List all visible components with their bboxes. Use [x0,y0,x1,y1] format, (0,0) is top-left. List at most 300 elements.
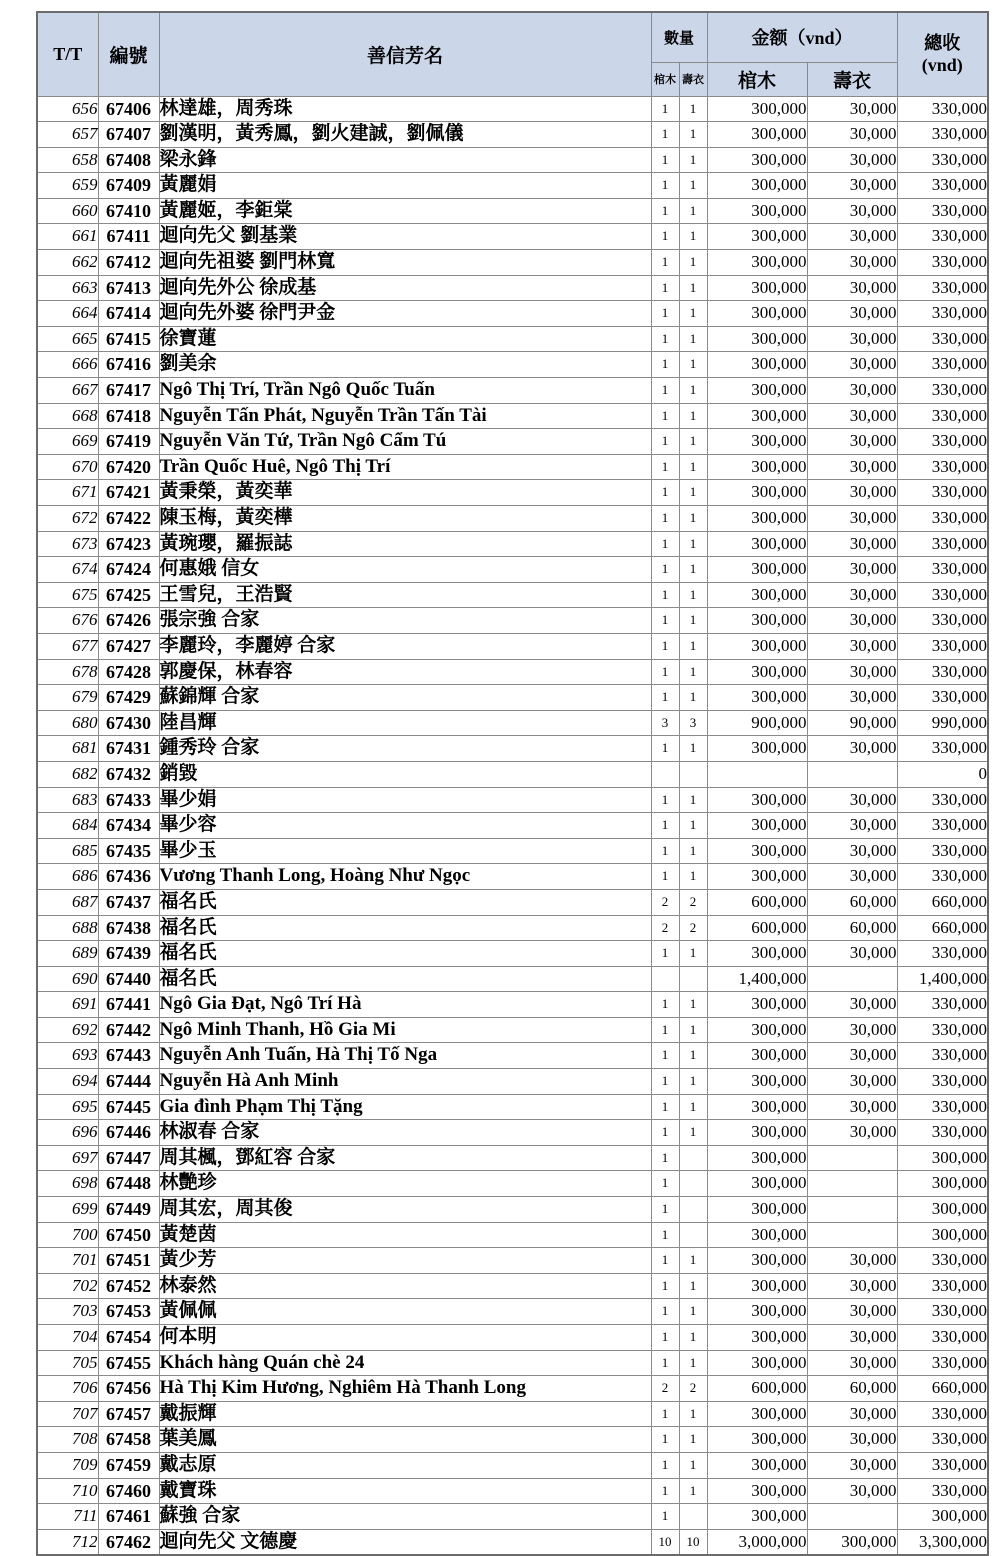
qty-shroud-cell: 1 [679,352,707,378]
amount-shroud-cell: 30,000 [807,1043,897,1069]
donor-name-cell: 福名氏 [159,915,651,941]
record-id-cell: 67425 [98,582,159,608]
amount-shroud-cell: 30,000 [807,1478,897,1504]
amount-coffin-cell: 300,000 [707,1248,807,1274]
table-row [37,1504,988,1530]
header-amount-vnd: 金额（vnd） [707,12,897,62]
amount-coffin-cell: 300,000 [707,736,807,762]
total-received-cell: 330,000 [897,941,988,967]
qty-coffin-cell: 1 [651,301,679,327]
qty-coffin-cell: 1 [651,454,679,480]
donor-name-cell: 銷毀 [159,761,651,787]
table-header [37,12,988,96]
table-row [37,1145,988,1171]
amount-shroud-cell [807,1171,897,1197]
table-row [37,1171,988,1197]
header-record-id: 編號 [98,12,159,96]
amount-coffin-cell: 300,000 [707,1043,807,1069]
table-row [37,557,988,583]
qty-coffin-cell: 1 [651,633,679,659]
record-id-cell: 67407 [98,122,159,148]
qty-shroud-cell: 1 [679,1427,707,1453]
amount-coffin-cell: 1,400,000 [707,966,807,992]
serial-number-cell: 683 [37,787,98,813]
table-row [37,352,988,378]
amount-shroud-cell: 30,000 [807,1273,897,1299]
total-received-cell: 330,000 [897,1427,988,1453]
donor-name-cell: 林艷珍 [159,1171,651,1197]
qty-shroud-cell: 1 [679,429,707,455]
qty-coffin-cell: 1 [651,326,679,352]
total-received-cell: 330,000 [897,506,988,532]
qty-shroud-cell: 1 [679,1017,707,1043]
record-id-cell: 67413 [98,275,159,301]
amount-coffin-cell: 300,000 [707,1171,807,1197]
total-received-cell: 330,000 [897,173,988,199]
serial-number-cell: 672 [37,506,98,532]
record-id-cell: 67419 [98,429,159,455]
total-received-cell: 990,000 [897,710,988,736]
qty-shroud-cell [679,1222,707,1248]
record-id-cell: 67406 [98,96,159,122]
record-id-cell: 67431 [98,736,159,762]
total-received-cell: 330,000 [897,864,988,890]
qty-shroud-cell: 1 [679,224,707,250]
donor-name-cell: Ngô Thị Trí, Trần Ngô Quốc Tuấn [159,378,651,404]
total-received-cell: 330,000 [897,787,988,813]
amount-coffin-cell: 300,000 [707,1017,807,1043]
qty-coffin-cell: 1 [651,1120,679,1146]
donor-name-cell: Khách hàng Quán chè 24 [159,1350,651,1376]
serial-number-cell: 696 [37,1120,98,1146]
table-row [37,941,988,967]
total-received-cell: 330,000 [897,1248,988,1274]
amount-shroud-cell [807,1222,897,1248]
donor-name-cell: 梁永鋒 [159,147,651,173]
amount-shroud-cell: 30,000 [807,557,897,583]
total-received-cell: 330,000 [897,1401,988,1427]
record-id-cell: 67456 [98,1376,159,1402]
qty-coffin-cell: 1 [651,1197,679,1223]
total-received-cell: 660,000 [897,915,988,941]
qty-coffin-cell: 1 [651,96,679,122]
amount-coffin-cell: 300,000 [707,96,807,122]
serial-number-cell: 707 [37,1401,98,1427]
amount-shroud-cell: 30,000 [807,1299,897,1325]
qty-coffin-cell: 1 [651,787,679,813]
donor-name-cell: Nguyễn Văn Tứ, Trần Ngô Cẩm Tú [159,429,651,455]
record-id-cell: 67408 [98,147,159,173]
table-row [37,454,988,480]
amount-shroud-cell: 30,000 [807,96,897,122]
total-received-cell: 330,000 [897,1299,988,1325]
total-received-cell: 330,000 [897,608,988,634]
serial-number-cell: 664 [37,301,98,327]
amount-shroud-cell: 30,000 [807,301,897,327]
header-total-received [897,12,988,96]
amount-shroud-cell: 60,000 [807,889,897,915]
record-id-cell: 67428 [98,659,159,685]
donor-name-cell: 黃楚茵 [159,1222,651,1248]
amount-shroud-cell: 30,000 [807,633,897,659]
serial-number-cell: 673 [37,531,98,557]
qty-coffin-cell: 1 [651,429,679,455]
amount-coffin-cell: 300,000 [707,250,807,276]
table-row [37,224,988,250]
record-id-cell: 67417 [98,378,159,404]
donor-name-cell: Nguyễn Anh Tuấn, Hà Thị Tố Nga [159,1043,651,1069]
amount-shroud-cell: 30,000 [807,506,897,532]
amount-shroud-cell: 30,000 [807,531,897,557]
table-row [37,250,988,276]
serial-number-cell: 700 [37,1222,98,1248]
donor-name-cell: Ngô Gia Đạt, Ngô Trí Hà [159,992,651,1018]
qty-shroud-cell: 1 [679,1094,707,1120]
serial-number-cell: 680 [37,710,98,736]
header-total-line2: (vnd) [921,55,963,76]
donor-name-cell: 福名氏 [159,889,651,915]
amount-shroud-cell: 30,000 [807,838,897,864]
record-id-cell: 67423 [98,531,159,557]
table-row [37,1248,988,1274]
qty-coffin-cell: 1 [651,582,679,608]
donor-name-cell: 畢少娟 [159,787,651,813]
table-row [37,992,988,1018]
record-id-cell: 67443 [98,1043,159,1069]
qty-shroud-cell: 1 [679,1350,707,1376]
total-received-cell: 330,000 [897,1043,988,1069]
qty-coffin-cell: 1 [651,506,679,532]
qty-shroud-cell: 1 [679,301,707,327]
serial-number-cell: 666 [37,352,98,378]
table-row [37,326,988,352]
amount-coffin-cell: 300,000 [707,838,807,864]
table-row [37,659,988,685]
record-id-cell: 67415 [98,326,159,352]
serial-number-cell: 663 [37,275,98,301]
amount-shroud-cell: 30,000 [807,941,897,967]
qty-coffin-cell: 1 [651,813,679,839]
table-row [37,864,988,890]
serial-number-cell: 657 [37,122,98,148]
amount-shroud-cell [807,966,897,992]
serial-number-cell: 668 [37,403,98,429]
record-id-cell: 67439 [98,941,159,967]
amount-shroud-cell: 30,000 [807,1325,897,1351]
qty-coffin-cell: 1 [651,198,679,224]
amount-coffin-cell: 300,000 [707,454,807,480]
table-row [37,198,988,224]
qty-shroud-cell [679,761,707,787]
donation-ledger-table [36,11,989,1556]
serial-number-cell: 689 [37,941,98,967]
qty-coffin-cell: 1 [651,838,679,864]
table-row [37,1376,988,1402]
serial-number-cell: 697 [37,1145,98,1171]
amount-coffin-cell: 300,000 [707,173,807,199]
qty-shroud-cell: 1 [679,531,707,557]
amount-shroud-cell: 30,000 [807,1094,897,1120]
donor-name-cell: Nguyễn Hà Anh Minh [159,1069,651,1095]
amount-coffin-cell: 300,000 [707,864,807,890]
serial-number-cell: 691 [37,992,98,1018]
qty-shroud-cell: 1 [679,685,707,711]
total-received-cell: 330,000 [897,1094,988,1120]
total-received-cell: 330,000 [897,275,988,301]
total-received-cell: 1,400,000 [897,966,988,992]
donor-name-cell: 郭慶保，林春容 [159,659,651,685]
record-id-cell: 67409 [98,173,159,199]
qty-shroud-cell: 1 [679,173,707,199]
qty-shroud-cell: 1 [679,1043,707,1069]
qty-shroud-cell: 1 [679,198,707,224]
record-id-cell: 67459 [98,1452,159,1478]
serial-number-cell: 676 [37,608,98,634]
qty-shroud-cell: 2 [679,1376,707,1402]
qty-shroud-cell: 1 [679,1478,707,1504]
total-received-cell: 330,000 [897,582,988,608]
qty-shroud-cell: 1 [679,454,707,480]
table-row [37,1043,988,1069]
donor-name-cell: 迴向先父 文德慶 [159,1529,651,1555]
qty-coffin-cell: 3 [651,710,679,736]
table-row [37,710,988,736]
qty-coffin-cell: 1 [651,1017,679,1043]
donor-name-cell: Gia đình Phạm Thị Tặng [159,1094,651,1120]
amount-shroud-cell: 30,000 [807,787,897,813]
table-row [37,275,988,301]
donor-name-cell: Trần Quốc Huê, Ngô Thị Trí [159,454,651,480]
qty-shroud-cell: 1 [679,813,707,839]
qty-shroud-cell: 1 [679,608,707,634]
total-received-cell: 330,000 [897,352,988,378]
donor-name-cell: 蘇強 合家 [159,1504,651,1530]
qty-coffin-cell: 1 [651,250,679,276]
table-row [37,1478,988,1504]
total-received-cell: 300,000 [897,1171,988,1197]
donor-name-cell: 葉美鳳 [159,1427,651,1453]
total-received-cell: 330,000 [897,685,988,711]
amount-shroud-cell: 60,000 [807,1376,897,1402]
donor-name-cell: 黃少芳 [159,1248,651,1274]
total-received-cell: 330,000 [897,736,988,762]
donor-name-cell: 林泰然 [159,1273,651,1299]
total-received-cell: 330,000 [897,659,988,685]
serial-number-cell: 690 [37,966,98,992]
qty-shroud-cell: 2 [679,915,707,941]
amount-coffin-cell: 300,000 [707,531,807,557]
record-id-cell: 67451 [98,1248,159,1274]
qty-shroud-cell: 1 [679,838,707,864]
donor-name-cell: 福名氏 [159,966,651,992]
donor-name-cell: 李麗玲，李麗婷 合家 [159,633,651,659]
amount-coffin-cell: 300,000 [707,1504,807,1530]
table-body [37,96,988,1555]
qty-coffin-cell: 1 [651,378,679,404]
total-received-cell: 330,000 [897,429,988,455]
table-row [37,1197,988,1223]
qty-coffin-cell: 1 [651,173,679,199]
amount-coffin-cell: 600,000 [707,889,807,915]
amount-shroud-cell: 30,000 [807,864,897,890]
serial-number-cell: 675 [37,582,98,608]
qty-shroud-cell: 1 [679,1401,707,1427]
total-received-cell: 330,000 [897,531,988,557]
serial-number-cell: 658 [37,147,98,173]
table-row [37,813,988,839]
qty-coffin-cell: 1 [651,1478,679,1504]
serial-number-cell: 688 [37,915,98,941]
qty-coffin-cell [651,966,679,992]
amount-coffin-cell: 300,000 [707,1273,807,1299]
donor-name-cell: 何本明 [159,1325,651,1351]
serial-number-cell: 708 [37,1427,98,1453]
amount-shroud-cell: 30,000 [807,122,897,148]
amount-shroud-cell: 30,000 [807,198,897,224]
serial-number-cell: 659 [37,173,98,199]
record-id-cell: 67461 [98,1504,159,1530]
qty-coffin-cell: 2 [651,1376,679,1402]
qty-shroud-cell: 1 [679,864,707,890]
qty-coffin-cell: 2 [651,889,679,915]
donor-name-cell: 戴振輝 [159,1401,651,1427]
amount-shroud-cell: 30,000 [807,480,897,506]
qty-coffin-cell: 1 [651,122,679,148]
qty-shroud-cell: 10 [679,1529,707,1555]
donor-name-cell: 蘇錦輝 合家 [159,685,651,711]
serial-number-cell: 699 [37,1197,98,1223]
qty-shroud-cell: 1 [679,582,707,608]
qty-coffin-cell: 1 [651,1222,679,1248]
table-row [37,506,988,532]
total-received-cell: 330,000 [897,1325,988,1351]
table-row [37,301,988,327]
qty-shroud-cell: 1 [679,787,707,813]
qty-coffin-cell: 1 [651,608,679,634]
table-row [37,531,988,557]
total-received-cell: 330,000 [897,96,988,122]
amount-coffin-cell: 300,000 [707,429,807,455]
serial-number-cell: 671 [37,480,98,506]
amount-coffin-cell: 300,000 [707,1222,807,1248]
amount-shroud-cell [807,1145,897,1171]
qty-coffin-cell: 1 [651,1427,679,1453]
qty-coffin-cell: 1 [651,736,679,762]
serial-number-cell: 686 [37,864,98,890]
total-received-cell: 330,000 [897,992,988,1018]
amount-coffin-cell: 300,000 [707,685,807,711]
table-row [37,378,988,404]
amount-coffin-cell: 300,000 [707,403,807,429]
qty-coffin-cell: 1 [651,1325,679,1351]
record-id-cell: 67437 [98,889,159,915]
amount-shroud-cell: 30,000 [807,173,897,199]
record-id-cell: 67435 [98,838,159,864]
amount-coffin-cell: 300,000 [707,275,807,301]
amount-shroud-cell: 30,000 [807,224,897,250]
amount-shroud-cell: 30,000 [807,685,897,711]
table-row [37,1529,988,1555]
record-id-cell: 67454 [98,1325,159,1351]
qty-shroud-cell: 2 [679,889,707,915]
qty-shroud-cell: 1 [679,1120,707,1146]
record-id-cell: 67421 [98,480,159,506]
serial-number-cell: 705 [37,1350,98,1376]
serial-number-cell: 702 [37,1273,98,1299]
qty-shroud-cell [679,1145,707,1171]
table-row [37,429,988,455]
table-row [37,1222,988,1248]
donor-name-cell: 周其楓，鄧紅容 合家 [159,1145,651,1171]
donor-name-cell: 戴志原 [159,1452,651,1478]
record-id-cell: 67436 [98,864,159,890]
amount-coffin-cell: 300,000 [707,992,807,1018]
table-row [37,736,988,762]
qty-coffin-cell: 1 [651,992,679,1018]
total-received-cell: 330,000 [897,633,988,659]
qty-shroud-cell: 1 [679,122,707,148]
total-received-cell: 330,000 [897,403,988,429]
amount-coffin-cell: 300,000 [707,659,807,685]
record-id-cell: 67445 [98,1094,159,1120]
record-id-cell: 67446 [98,1120,159,1146]
record-id-cell: 67458 [98,1427,159,1453]
amount-shroud-cell [807,1504,897,1530]
record-id-cell: 67448 [98,1171,159,1197]
amount-coffin-cell [707,761,807,787]
serial-number-cell: 662 [37,250,98,276]
qty-coffin-cell: 1 [651,1350,679,1376]
donor-name-cell: 黃秉榮，黃奕華 [159,480,651,506]
serial-number-cell: 701 [37,1248,98,1274]
qty-shroud-cell: 1 [679,633,707,659]
header-qty-shroud: 壽衣 [679,62,707,96]
header-serial-number: T/T [37,12,98,96]
donor-name-cell: Hà Thị Kim Hương, Nghiêm Hà Thanh Long [159,1376,651,1402]
donor-name-cell: 林淑春 合家 [159,1120,651,1146]
donor-name-cell: 迴向先外婆 徐門尹金 [159,301,651,327]
serial-number-cell: 706 [37,1376,98,1402]
amount-coffin-cell: 300,000 [707,1197,807,1223]
table-row [37,1401,988,1427]
qty-shroud-cell: 1 [679,326,707,352]
qty-shroud-cell: 1 [679,1248,707,1274]
serial-number-cell: 711 [37,1504,98,1530]
total-received-cell: 330,000 [897,1452,988,1478]
table-row [37,122,988,148]
qty-shroud-cell: 1 [679,480,707,506]
serial-number-cell: 678 [37,659,98,685]
amount-coffin-cell: 300,000 [707,352,807,378]
amount-coffin-cell: 300,000 [707,378,807,404]
serial-number-cell: 704 [37,1325,98,1351]
amount-shroud-cell: 30,000 [807,429,897,455]
amount-shroud-cell: 30,000 [807,250,897,276]
amount-coffin-cell: 300,000 [707,1478,807,1504]
record-id-cell: 67429 [98,685,159,711]
amount-shroud-cell: 30,000 [807,1350,897,1376]
amount-coffin-cell: 3,000,000 [707,1529,807,1555]
record-id-cell: 67462 [98,1529,159,1555]
serial-number-cell: 712 [37,1529,98,1555]
total-received-cell: 330,000 [897,122,988,148]
amount-shroud-cell: 30,000 [807,582,897,608]
qty-shroud-cell: 1 [679,275,707,301]
serial-number-cell: 677 [37,633,98,659]
serial-number-cell: 665 [37,326,98,352]
serial-number-cell: 698 [37,1171,98,1197]
amount-shroud-cell: 30,000 [807,326,897,352]
